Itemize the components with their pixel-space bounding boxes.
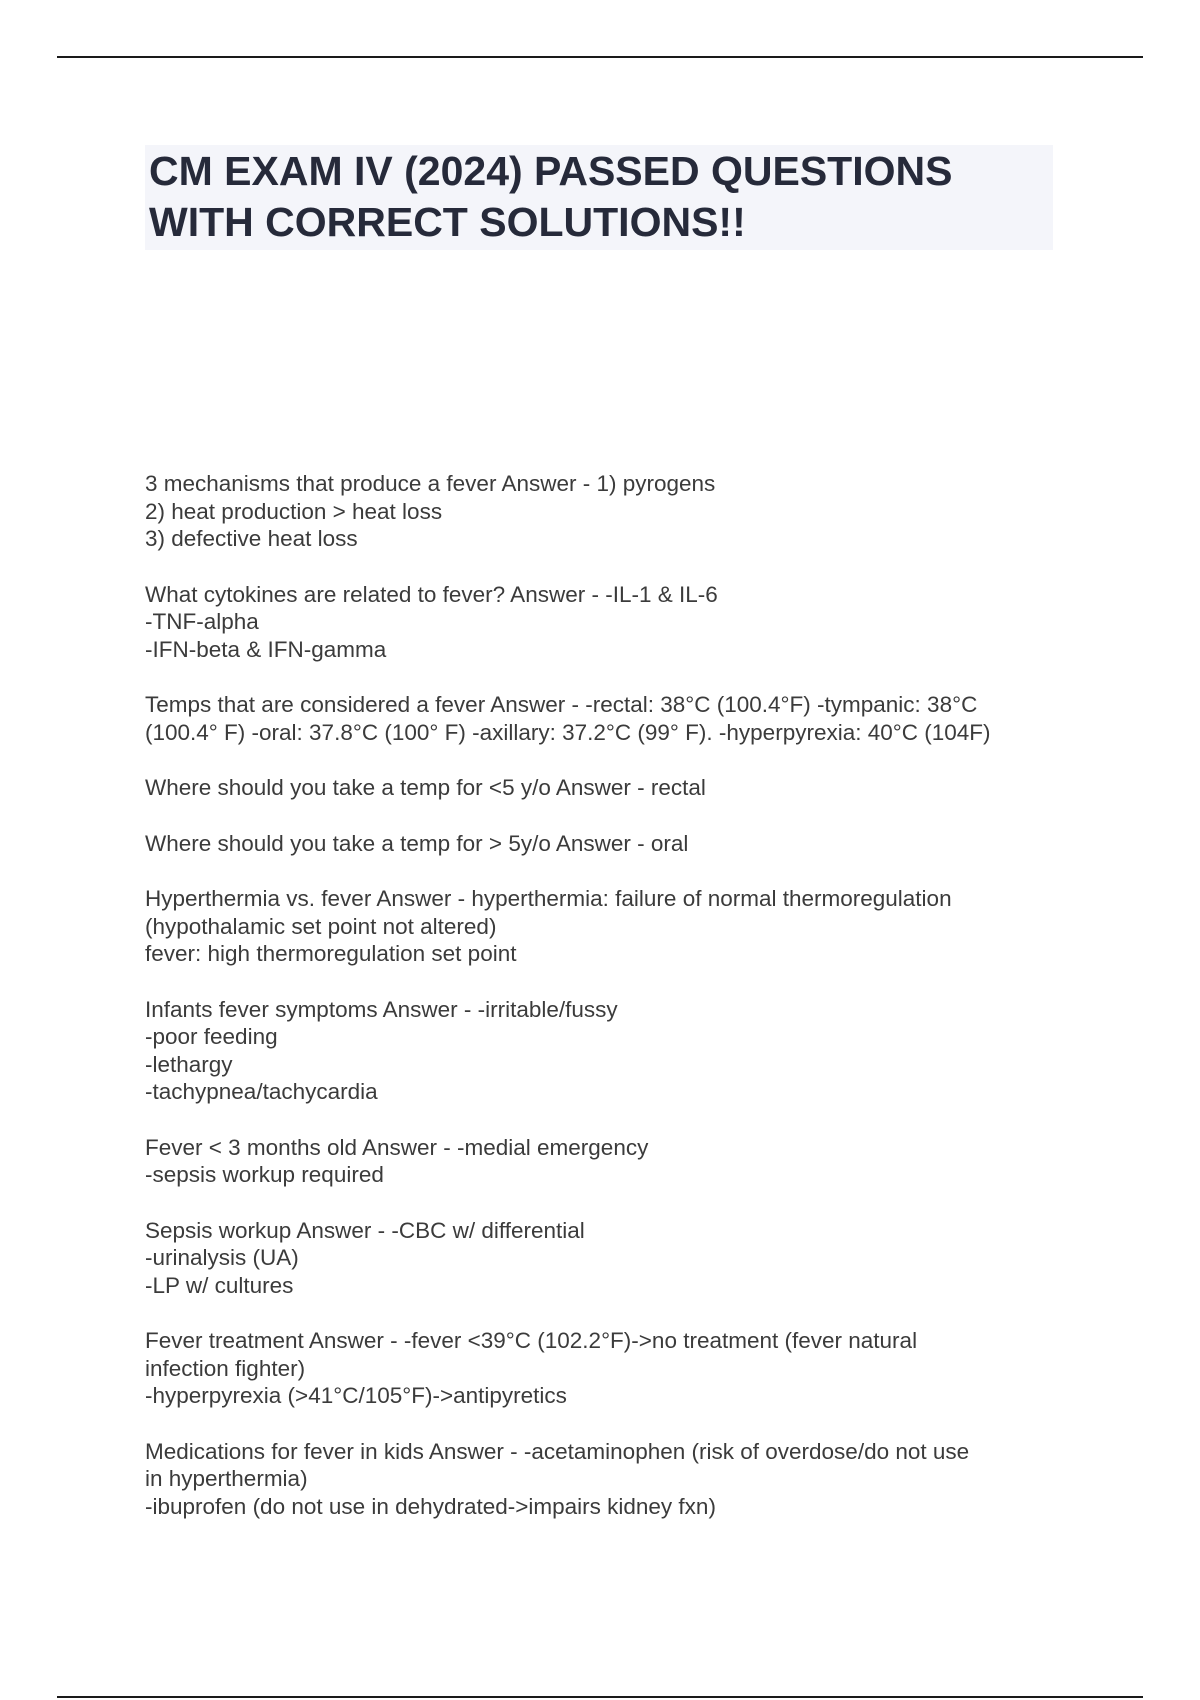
title-banner [145,145,1053,250]
qa-item: Medications for fever in kids Answer - -acetaminophen (risk of overdose/do not use in hyperthermia) -ibuprofen (do not use in dehydrated->impairs kidney fxn) [145,1438,970,1519]
qa-item: Fever < 3 months old Answer - -medial emergency -sepsis workup required [145,1134,649,1187]
bottom-rule [57,1696,1143,1698]
page-title: CM EXAM IV (2024) PASSED QUESTIONS WITH CORRECT SOLUTIONS!! [149,148,953,245]
qa-item: Temps that are considered a fever Answer - -rectal: 38°C (100.4°F) -tympanic: 38°C (100.4° F) -oral: 37.8°C (100° F) -axillary: 37.2°C (99° F). -hyperpyrexia: 40°C (104F) [145,692,991,745]
qa-item: Hyperthermia vs. fever Answer - hyperthermia: failure of normal thermoregulation (hypothalamic set point not altered) fever: high thermoregulation set point [145,886,952,966]
qa-item: Where should you take a temp for <5 y/o Answer - rectal [145,775,706,800]
top-rule [57,56,1143,58]
qa-item: Sepsis workup Answer - -CBC w/ differential -urinalysis (UA) -LP w/ cultures [145,1217,585,1298]
qa-item: 3 mechanisms that produce a fever Answer - 1) pyrogens 2) heat production > heat loss 3) defective heat loss [145,471,716,551]
qa-item: Where should you take a temp for > 5y/o Answer - oral [145,830,689,856]
qa-item: What cytokines are related to fever? Answer - -IL-1 & IL-6 -TNF-alpha -IFN-beta & IFN-gamma [145,581,718,662]
qa-list [145,470,1065,1548]
qa-item: Fever treatment Answer - -fever <39°C (102.2°F)->no treatment (fever natural infection fighter) -hyperpyrexia (>41°C/105°F)->antipyretics [145,1328,918,1408]
qa-item: Infants fever symptoms Answer - -irritable/fussy -poor feeding -lethargy -tachypnea/tachycardia [145,996,618,1104]
